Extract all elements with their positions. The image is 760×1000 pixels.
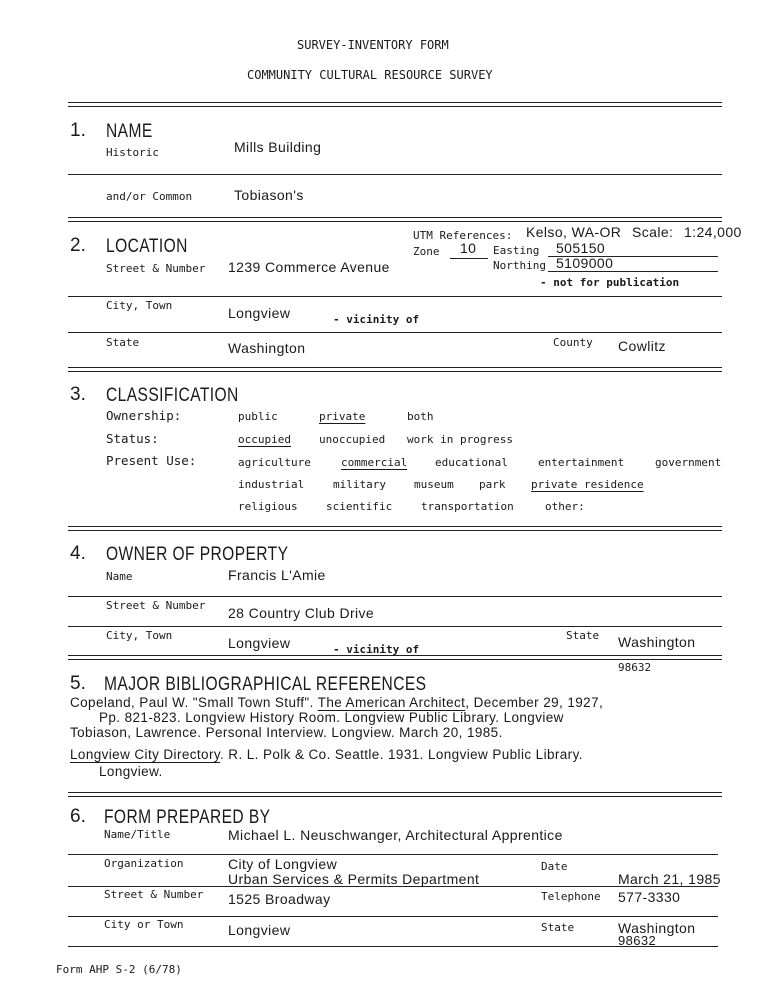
owner-state-value: Washington [618,634,696,650]
scale-value: 1:24,000 [684,224,742,240]
historic-name-value: Mills Building [234,139,322,155]
field-label: Easting [493,244,540,257]
option: unoccupied [319,433,386,446]
divider [68,596,722,597]
preparer-zip-value: 98632 [618,933,657,948]
divider [68,217,722,222]
preparer-state-value: Washington [618,920,696,936]
form-id: Form AHP S-2 (6/78) [56,963,182,976]
field-label: Street & Number [104,888,204,901]
divider [68,367,722,372]
field-label: Status: [106,431,159,446]
field-label: Name [106,570,133,583]
field-label: Present Use: [106,453,197,468]
vicinity-label: - vicinity of [333,643,420,656]
option-selected: commercial [341,456,408,469]
divider [68,792,722,797]
section-number: 1. [70,120,86,141]
divider [68,886,718,887]
option: religious [238,500,298,513]
option: transportation [421,500,514,513]
option: government [655,456,722,469]
date-value: March 21, 1985 [618,871,721,887]
divider [68,916,718,917]
divider [68,332,722,333]
option: other: [545,500,585,513]
preparer-name-value: Michael L. Neuschwanger, Architectural Apprentice [228,827,563,843]
field-label: Scale: [632,224,674,240]
bib-reference-3-cont: Longview. [99,764,163,779]
field-label: Telephone [541,890,601,903]
field-label: Date [541,860,568,873]
section-number: 6. [70,806,86,827]
option: both [407,410,434,423]
field-label: State [566,629,600,642]
section-heading: OWNER OF PROPERTY [106,544,289,565]
option-selected: private residence [531,478,644,491]
option-selected: private [319,410,366,423]
section-number: 2. [70,235,86,256]
field-label: Street & Number [106,599,206,612]
field-label: Ownership: [106,408,182,423]
city-value: Longview [228,305,291,321]
owner-name-value: Francis L'Amie [228,567,326,583]
field-label: Historic [106,146,159,159]
zone-value: 10 [460,240,477,256]
option: park [479,478,506,491]
field-label: State [106,336,140,349]
divider [68,174,722,175]
divider [68,655,722,660]
field-label: City, Town [106,629,173,642]
divider [68,296,722,297]
divider [68,526,722,531]
option: educational [435,456,508,469]
section-heading: NAME [106,121,153,142]
form-title: SURVEY-INVENTORY FORM [297,38,449,52]
option: entertainment [538,456,625,469]
section-heading: FORM PREPARED BY [104,807,271,828]
easting-value: 505150 [556,240,606,256]
owner-zip-value: 98632 [618,661,652,674]
organization-value-2: Urban Services & Permits Department [228,871,480,887]
bib-title: Longview City Directory [70,747,220,762]
section-heading: CLASSIFICATION [106,385,239,406]
street-value: 1239 Commerce Avenue [228,259,390,275]
utm-value: Kelso, WA-OR [526,224,622,240]
section-number: 3. [70,384,86,405]
option-selected: occupied [238,433,291,446]
field-label: UTM References: [413,229,513,242]
form-subtitle: COMMUNITY CULTURAL RESOURCE SURVEY [247,68,493,82]
option: public [238,410,278,423]
county-value: Cowlitz [618,338,666,354]
divider [68,854,718,855]
vicinity-label: - vicinity of [333,313,420,326]
section-heading: MAJOR BIBLIOGRAPHICAL REFERENCES [104,674,427,695]
field-label: Organization [104,857,184,870]
option: industrial [238,478,305,491]
option: scientific [326,500,393,513]
section-heading: LOCATION [106,236,188,257]
preparer-city-value: Longview [228,922,291,938]
option: agriculture [238,456,311,469]
bib-title: The American Architect [317,695,466,710]
preparer-street-value: 1525 Broadway [228,891,331,907]
common-name-value: Tobiason's [234,187,304,203]
northing-value: 5109000 [556,255,614,271]
owner-street-value: 28 Country Club Drive [228,605,375,621]
field-label: Zone [413,245,440,258]
bib-reference-1-cont: Pp. 821-823. Longview History Room. Longview Public Library. Longview [99,710,564,725]
bib-reference-3: Longview City Directory. R. L. Polk & Co. Seattle. 1931. Longview Public Library. [70,747,583,762]
bib-reference-2: Tobiason, Lawrence. Personal Interview. Longview. March 20, 1985. [70,725,503,740]
owner-city-value: Longview [228,635,291,651]
telephone-value: 577-3330 [618,889,681,905]
field-label: City, Town [106,299,173,312]
field-label: City or Town [104,918,184,931]
field-label: Northing [493,259,546,272]
divider [68,626,722,627]
field-label: Street & Number [106,262,206,275]
divider [68,102,722,107]
field-label: State [541,921,575,934]
state-value: Washington [228,340,306,356]
bib-reference-1: Copeland, Paul W. "Small Town Stuff". The American Architect, December 29, 1927, [70,695,604,710]
organization-value-1: City of Longview [228,856,338,872]
field-label: and/or Common [106,190,193,203]
field-label: Name/Title [104,828,171,841]
section-number: 5. [70,673,86,694]
option: military [333,478,386,491]
option: work in progress [407,433,513,446]
field-label: County [553,336,593,349]
section-number: 4. [70,543,86,564]
option: museum [414,478,454,491]
not-for-publication: - not for publication [540,276,680,289]
